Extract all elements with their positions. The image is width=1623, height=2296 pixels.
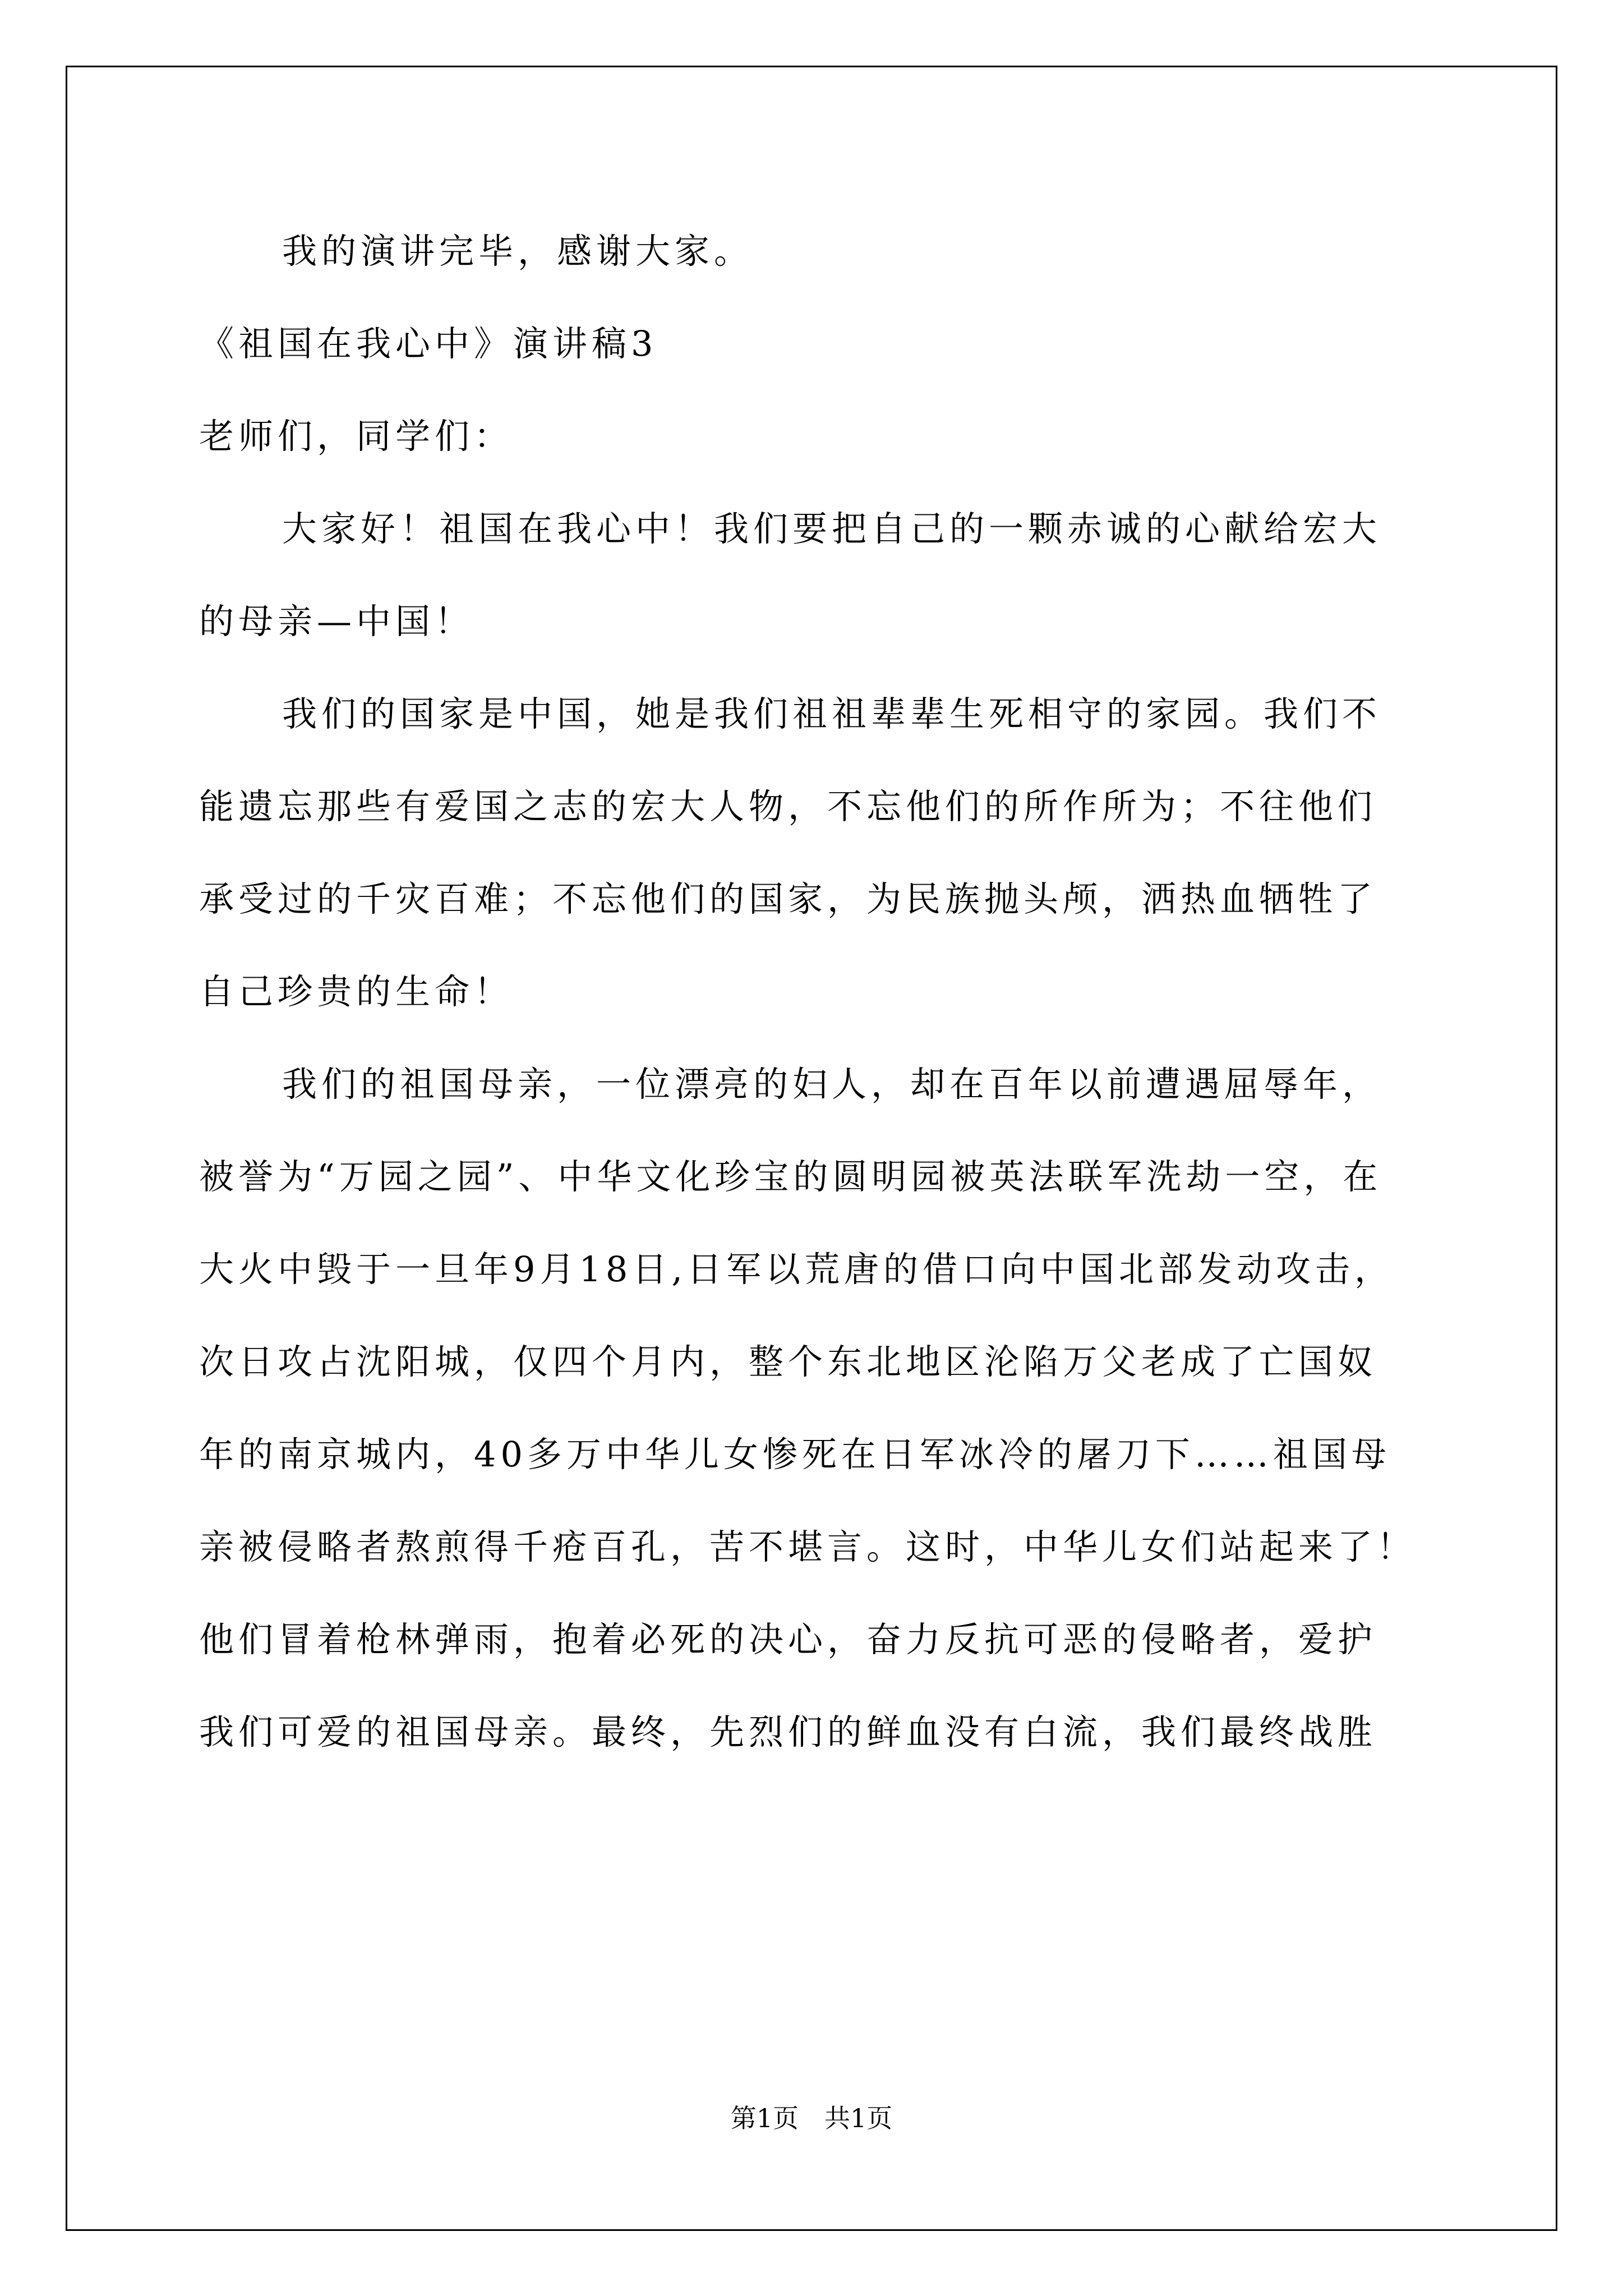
text-line: 年的南京城内，40多万中华儿女惨死在日军冰冷的屠刀下……祖国母 — [199, 1434, 1391, 1475]
text-line: 大火中毁于一旦年9月18日,日军以荒唐的借口向中国北部发动攻击， — [199, 1249, 1394, 1290]
text-line: 能遗忘那些有爱国之志的宏大人物，不忘他们的所作所为；不往他们 — [199, 786, 1377, 827]
text-line: 自己珍贵的生命！ — [199, 971, 514, 1012]
text-line: 承受过的千灾百难；不忘他们的国家，为民族抛头颅，洒热血牺牲了 — [199, 878, 1377, 919]
text-line: 老师们，同学们： — [199, 416, 514, 457]
text-line: 我们的国家是中国，她是我们祖祖辈辈生死相守的家园。我们不 — [282, 693, 1382, 734]
text-line: 次日攻占沈阳城，仅四个月内，整个东北地区沦陷万父老成了亡国奴 — [199, 1341, 1377, 1382]
text-line: 的母亲—中国！ — [199, 601, 474, 642]
section-title: 《祖国在我心中》演讲稿3 — [199, 323, 658, 364]
page-footer: 第1页 共1页 — [730, 2103, 893, 2133]
text-line: 亲被侵略者熬煎得千疮百孔，苦不堪言。这时，中华儿女们站起来了！ — [199, 1526, 1417, 1567]
text-line: 被誉为“万园之园”、中华文化珍宝的圆明园被英法联军洗劫一空，在 — [199, 1156, 1382, 1197]
text-line: 我的演讲完毕，感谢大家。 — [282, 231, 754, 272]
text-line: 大家好！祖国在我心中！我们要把自己的一颗赤诚的心献给宏大 — [282, 508, 1382, 549]
document-body — [199, 218, 1436, 1791]
text-line: 他们冒着枪林弹雨，抱着必死的决心，奋力反抗可恶的侵略者，爱护 — [199, 1619, 1377, 1660]
text-line: 我们的祖国母亲，一位漂亮的妇人，却在百年以前遭遇屈辱年， — [282, 1064, 1382, 1105]
text-line: 我们可爱的祖国母亲。最终，先烈们的鲜血没有白流，我们最终战胜 — [199, 1711, 1377, 1752]
